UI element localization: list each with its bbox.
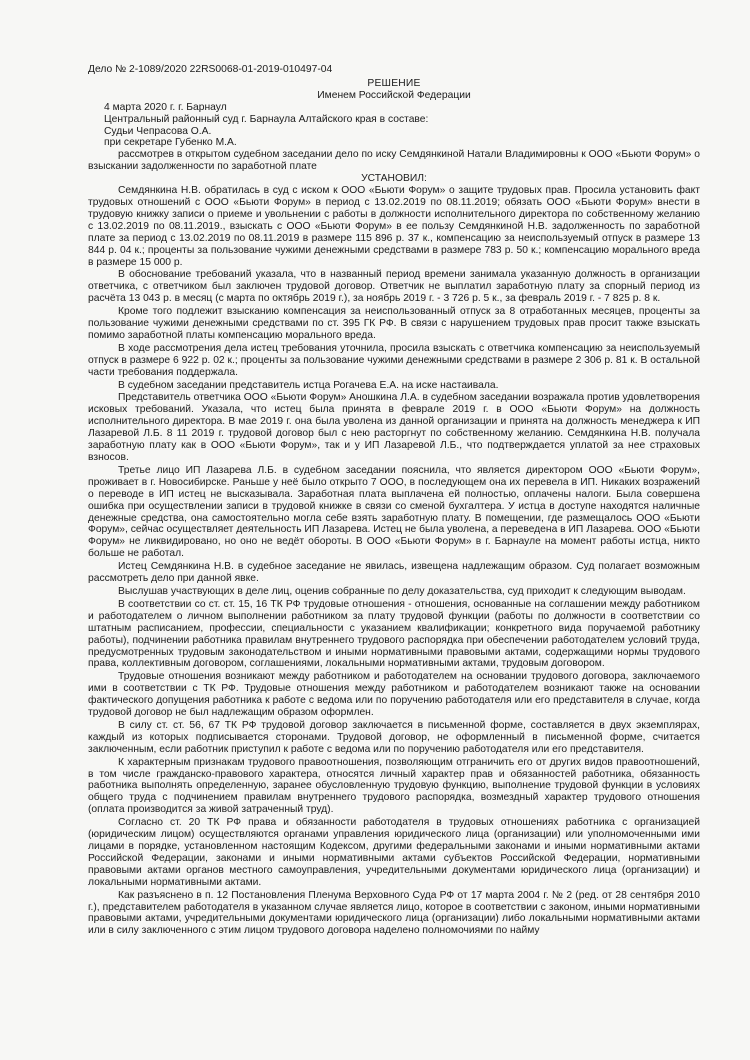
paragraph: В обоснование требований указала, что в названный период времени занимала указанную должность в организации ответчика, с ответчиком был заключен трудовой договор. Ответчик не выплатил заработную плату за спорный период из расчёта 13 043 р. в месяц (с марта по октябрь 2019 г.), за ноябрь 2019 г. - 3 726 р. 5 к., за февраль 2019 г. - 7 825 р. 8 к.	[88, 269, 700, 305]
paragraph: Третье лицо ИП Лазарева Л.Б. в судебном заседании пояснила, что является директором ООО «Бьюти Форум», проживает в г. Новосибирске. Раньше у неё было открыто 7 ООО, в последующем она их перевела в ИП. Никаких возражений о переводе в ИП истец не высказывала. Заработная плата выплачена ей полностью, оплачены налоги. Была совершена ошибка при осуществлении записи в трудовой книжке в связи со сменой бухгалтера. У истца в доступе находятся наличные денежные средства, она самостоятельно могла себе взять заработную плату. В помещении, где размещалось ООО «Бьюти Форум», сейчас осуществляет деятельность ИП Лазарева. Истец не была уволена, а переведена в ИП Лазарева. ООО «Бьюти Форум» не ликвидировано, но оно не ведёт обороты. В ООО «Бьюти Форум» в г. Барнауле на момент работы истца, никто больше не работал.	[88, 464, 700, 560]
secretary-line: при секретаре Губенко М.А.	[104, 137, 237, 149]
intro-paragraph: рассмотрев в открытом судебном заседании дело по иску Семдянкиной Натали Владимировны к ООО «Бьюти Форум» о взыскании задолженности по заработной плате	[88, 149, 700, 173]
decision-subtitle: Именем Российской Федерации	[317, 89, 471, 101]
paragraph: Выслушав участвующих в деле лиц, оценив собранные по делу доказательства, суд приходит к следующим выводам.	[118, 585, 686, 597]
established-heading: УСТАНОВИЛ:	[361, 173, 427, 185]
paragraph: Истец Семдянкина Н.В. в судебное заседание не явилась, извещена надлежащим образом. Суд полагает возможным рассмотреть дело при данной явке.	[88, 561, 700, 585]
paragraph: Согласно ст. 20 ТК РФ права и обязанности работодателя в трудовых отношениях работника с организацией (юридическим лицом) осуществляются органами управления юридического лица (организации) или уполномоченными ими лицами в порядке, установленном настоящим Кодексом, другими федеральными законами и иными нормативными актами Российской Федерации, законами и иными нормативными актами субъектов Российской Федерации, нормативными правовыми актами органов местного самоуправления, учредительными документами юридического лица (организации) и локальными нормативными актами.	[88, 817, 700, 888]
paragraph: В силу ст. ст. 56, 67 ТК РФ трудовой договор заключается в письменной форме, составляется в двух экземплярах, каждый из которых подписывается сторонами. Трудовой договор, не оформленный в письменной форме, считается заключенным, если работник приступил к работе с ведома или по поручению работодателя или его представителя.	[88, 719, 700, 755]
paragraph: Трудовые отношения возникают между работником и работодателем на основании трудового договора, заключаемого ими в соответствии с ТК РФ. Трудовые отношения между работником и работодателем возникают также на основании фактического допущения работника к работе с ведома или по поручению работодателя или его представителя в случае, когда трудовой договор не был надлежащим образом оформлен.	[88, 671, 700, 719]
date-place: 4 марта 2020 г. г. Барнаул	[104, 101, 227, 113]
decision-title: РЕШЕНИЕ	[367, 77, 421, 89]
court-name: Центральный районный суд г. Барнаула Алтайского края в составе:	[104, 113, 429, 125]
paragraph: К характерным признакам трудового правоотношения, позволяющим отграничить его от других видов правоотношений, в том числе гражданско-правового характера, относятся личный характер прав и обязанностей работника, обязанность работника выполнять определенную, заранее обусловленную трудовую функцию, выполнение трудовой функции в условиях общего труда с подчинением правилам внутреннего трудового распорядка, возмездный характер трудового отношения (оплата производится за живой затраченный труд).	[88, 756, 700, 816]
paragraph: В соответствии со ст. ст. 15, 16 ТК РФ трудовые отношения - отношения, основанные на соглашении между работником и работодателем о личном выполнении работником за плату трудовой функции (работы по должности в соответствии со штатным расписанием, профессии, специальности с указанием квалификации; конкретного вида поручаемой работнику работы), подчинении работника правилам внутреннего трудового распорядка при обеспечении работодателем условий труда, предусмотренных трудовым законодательством и иными нормативными правовыми актами, содержащими нормы трудового права, коллективным договором, соглашениями, локальными нормативными актами, трудовым договором.	[88, 598, 700, 670]
paragraph: Кроме того подлежит взысканию компенсация за неиспользованный отпуск за 8 отработанных месяцев, проценты за пользование чужими денежными средствами по ст. 395 ГК РФ. В связи с нарушением трудовых прав просит также взыскать помимо заработной платы компенсацию морального вреда.	[88, 306, 700, 341]
paragraph: В судебном заседании представитель истца Рогачева Е.А. на иске настаивала.	[118, 379, 499, 391]
paragraph: Семдянкина Н.В. обратилась в суд с иском к ООО «Бьюти Форум» о защите трудовых прав. Просила установить факт трудовых отношений с ООО «Бьюти Форум» в период с 13.02.2019 по 08.11.2019; обязать ООО «Бьюти Форум» внести в трудовую книжку записи о приеме и увольнении с работы в должности исполнительного директора по собственному желанию с 13.02.2019 по 08.11.2019., взыскать с ООО «Бьюти Форум» в ее пользу Семдянкиной Н.В. задолженность по заработной плате за период с 13.02.2019 по 08.11.2019 в размере 115 896 р. 37 к., компенсацию за неиспользуемый отпуск в размере 13 844 р. 04 к.; проценты за пользование чужими денежными средствами в размере 783 р. 50 к.; компенсацию морального вреда в размере 15 000 р.	[88, 185, 700, 268]
paragraph: Представитель ответчика ООО «Бьюти Форум» Аношкина Л.А. в судебном заседании возражала против удовлетворения исковых требований. Указала, что истец была принята в феврале 2019 г. в ООО «Бьюти Форум» на должность исполнительного директора. В мае 2019 г. она была уволена из данной организации и принята на должность менеджера к ИП Лазаревой Л.Б. 8 11 2019 г. трудовой договор был с нею расторгнут по собственному желанию. Семдянкина Н.В. получала заработную плату как в ООО «Бьюти Форум», так и у ИП Лазаревой Л.Б., что подтверждается уплатой за нее страховых взносов.	[88, 392, 700, 463]
case-number: Дело № 2-1089/2020 22RS0068-01-2019-010497-04	[88, 64, 333, 75]
paragraph: Как разъяснено в п. 12 Постановления Пленума Верховного Суда РФ от 17 марта 2004 г. № 2 (ред. от 28 сентября 2010 г.), представителем работодателя в указанном случае является лицо, которое в соответствии с законом, иными нормативными правовыми актами, учредительными документами юридического лица (организации) либо локальными нормативными актами или в силу заключенного с этим лицом трудового договора наделено полномочиями по найму	[88, 889, 700, 937]
paragraph: В ходе рассмотрения дела истец требования уточнила, просила взыскать с ответчика компенсацию за неиспользуемый отпуск в размере 6 922 р. 02 к.; проценты за пользование чужими денежными средствами в размере 2 306 р. 81 к. В остальной части требования поддержала.	[88, 342, 700, 378]
judge-line: Судьи Чепрасова О.А.	[104, 125, 212, 137]
